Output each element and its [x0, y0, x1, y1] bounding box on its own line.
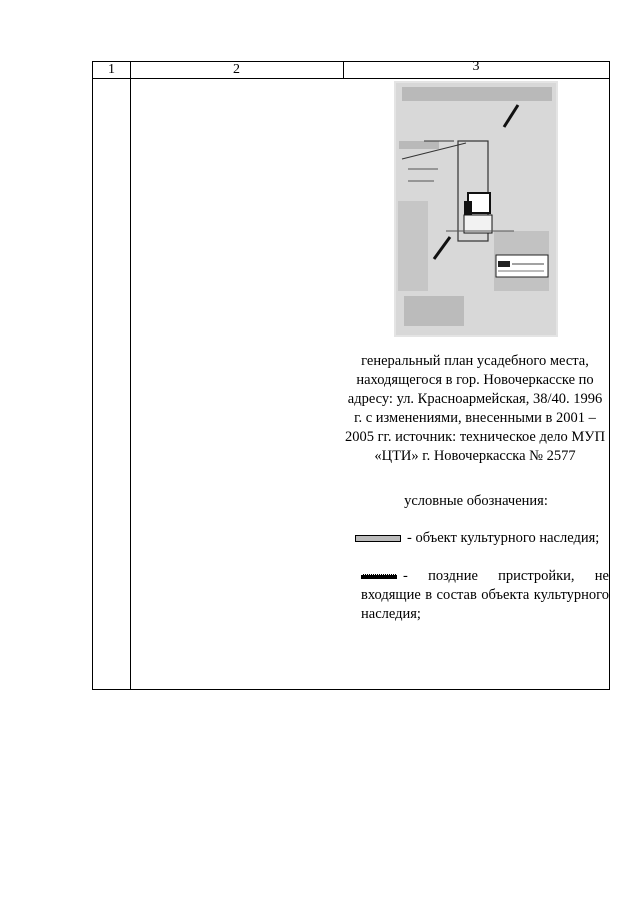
site-plan-caption: генеральный план усадебного места, находящегося в гор. Новочеркасске по адресу: ул. Красноармейская, 38/40. 1996 г. с изменениями, внесенными в 2001 – 2005 гг. источник: техническое дело МУП «ЦТИ» г. Новочеркасска № 2577	[344, 353, 606, 464]
column-divider-1	[130, 62, 131, 689]
site-plan-image	[394, 81, 558, 337]
legend-item-additions-text: - поздние пристройки, не входящие в состав объекта культурного наследия;	[361, 568, 609, 622]
column-divider-2	[343, 62, 344, 78]
header-cell-2: 2	[233, 62, 240, 77]
heritage-line-icon	[355, 535, 401, 542]
legend-title: условные обозначения:	[404, 493, 548, 509]
header-cell-3: 3	[472, 59, 480, 74]
legend-item-heritage	[355, 529, 609, 548]
header-cell-1: 1	[108, 62, 115, 77]
document-table	[92, 61, 610, 690]
legend-item-additions	[361, 567, 609, 624]
table-header-row	[93, 59, 609, 79]
additions-line-icon	[361, 574, 397, 579]
legend-item-heritage-text: - объект культурного наследия;	[407, 530, 600, 546]
